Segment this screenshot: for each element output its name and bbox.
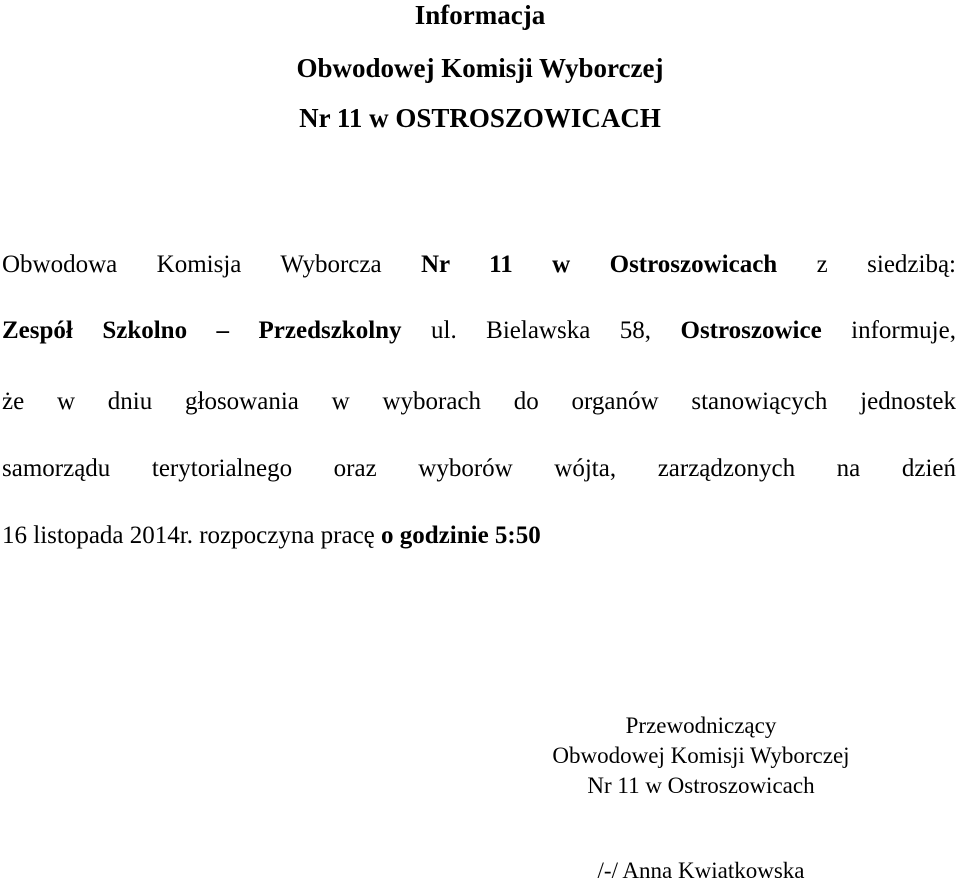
text-informs: informuje,: [821, 317, 956, 344]
text-town: Ostroszowice: [680, 317, 822, 344]
text-school-name: Zespół Szkolno – Przedszkolny: [2, 317, 402, 344]
text-commission-number: Nr 11 w Ostroszowicach: [421, 251, 778, 278]
document-subtitle: Obwodowej Komisji Wyborczej: [296, 53, 664, 83]
document-title: Informacja: [414, 0, 546, 30]
paragraph-line-4: samorządu terytorialnego oraz wyborów wójta, zarządzonych na dzień: [2, 455, 956, 482]
text-street-address: ul. Bielawska 58,: [401, 317, 681, 344]
text-date-start: 16 listopada 2014r. rozpoczyna pracę: [2, 522, 382, 549]
document-subtitle-location: Nr 11 w OSTROSZOWICACH: [299, 103, 661, 133]
signature-role: Przewodniczący: [625, 713, 777, 738]
signature-name: /-/ Anna Kwiatkowska: [597, 858, 805, 883]
paragraph-line-5: [2, 521, 541, 551]
text-start-time: o godzinie 5:50: [381, 522, 541, 549]
paragraph-line-3: że w dniu głosowania w wyborach do organów stanowiących jednostek: [2, 388, 956, 415]
signature-organization-location: Nr 11 w Ostroszowicach: [587, 773, 815, 798]
text-commission-name: Obwodowa Komisja Wyborcza: [2, 251, 421, 278]
paragraph-line-1: [2, 250, 956, 280]
signature-organization: Obwodowej Komisji Wyborczej: [552, 743, 850, 768]
paragraph-line-2: [2, 316, 956, 346]
text-seat-label: z siedzibą:: [777, 251, 956, 278]
